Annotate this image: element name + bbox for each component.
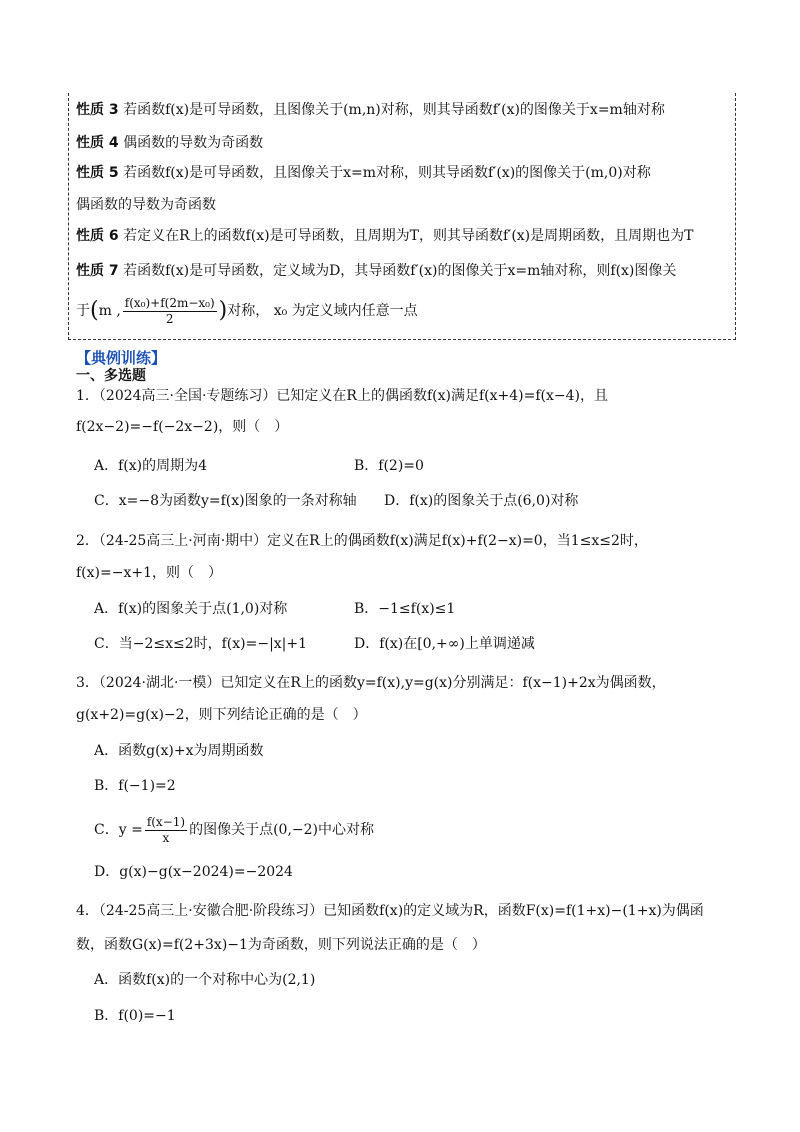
property-5-note <box>76 194 216 216</box>
fraction-denominator: x <box>162 830 170 845</box>
question-3-option-b: B．f(−1)=2 <box>94 778 176 794</box>
property-label: 性质 4 <box>76 135 119 151</box>
question-2-stem-cont: f(x)=−x+1，则（ ） <box>76 565 222 581</box>
text-fragment: C．y = <box>94 822 143 838</box>
property-label: 性质 6 <box>76 228 119 244</box>
text-fragment: 对称， <box>227 303 270 319</box>
property-text: 偶函数的导数为奇函数 <box>76 197 216 213</box>
property-4 <box>76 132 263 154</box>
property-label: 性质 7 <box>76 263 119 279</box>
question-1-option-d: D．f(x)的图象关于点(6,0)对称 <box>384 493 579 509</box>
fraction <box>123 296 217 327</box>
question-4-stem-cont: 数，函数G(x)=f(2+3x)−1为奇函数，则下列说法正确的是（ ） <box>76 937 486 953</box>
question-4-option-b: B．f(0)=−1 <box>94 1008 176 1024</box>
property-label: 性质 5 <box>76 165 119 181</box>
paren: ) <box>218 298 228 323</box>
question-2-option-c: C．当−2≤x≤2时，f(x)=−|x|+1 <box>94 636 308 652</box>
subsection-title: 一、多选题 <box>76 368 146 384</box>
question-2-stem: 2．（24-25高三上·河南·期中）定义在R上的偶函数f(x)满足f(x)+f(2−x)=0，当1≤x≤2时， <box>76 533 648 549</box>
question-1-option-b: B．f(2)=0 <box>354 458 424 474</box>
question-3-option-c <box>94 812 374 848</box>
question-4-stem: 4．（24-25高三上·安徽合肥·阶段练习）已知函数f(x)的定义域为R，函数F(x)=f(1+x)−(1+x)为偶函 <box>76 903 704 919</box>
fraction-numerator: f(x−1) <box>146 814 186 829</box>
property-7 <box>76 260 676 282</box>
question-3-stem: 3．（2024·湖北·一模）已知定义在R上的函数y=f(x),y=g(x)分别满足：f(x−1)+2x为偶函数， <box>76 675 666 691</box>
question-2-option-d: D．f(x)在[0,+∞)上单调递减 <box>354 636 535 652</box>
question-2-option-b: B．−1≤f(x)≤1 <box>354 601 456 617</box>
property-text: 若函数f(x)是可导函数，且图像关于x=m对称，则其导函数f′(x)的图像关于(m,0)对称 <box>123 165 651 181</box>
paren: ( <box>90 298 99 323</box>
question-1-option-a: A．f(x)的周期为4 <box>94 458 208 474</box>
question-3-option-d: D．g(x)−g(x−2024)=−2024 <box>94 864 293 880</box>
property-text: 若函数f(x)是可导函数，且图像关于(m,n)对称，则其导函数f′(x)的图像关于x=m轴对称 <box>123 102 665 118</box>
question-3-stem-cont: g(x+2)=g(x)−2，则下列结论正确的是（ ） <box>76 707 367 723</box>
section-title: 【典例训练】 <box>76 349 167 367</box>
property-6 <box>76 225 693 247</box>
property-5 <box>76 162 651 184</box>
property-3 <box>76 99 665 121</box>
question-1-stem-cont: f(2x−2)=−f(−2x−2)，则（ ） <box>76 419 289 435</box>
property-label: 性质 3 <box>76 102 119 118</box>
text-fragment: 于 <box>76 303 90 319</box>
fraction <box>145 815 187 846</box>
property-text: 若函数f(x)是可导函数，定义域为D，其导函数f′(x)的图像关于x=m轴对称，则f(x)图像关 <box>123 263 677 279</box>
text-fragment: m , <box>98 303 121 319</box>
text-fragment: 为定义域内任意一点 <box>291 303 418 319</box>
question-3-option-a: A．函数g(x)+x为周期函数 <box>94 743 264 759</box>
fraction-denominator: 2 <box>165 311 174 326</box>
property-text: 偶函数的导数为奇函数 <box>123 135 264 151</box>
fraction-numerator: f(x₀)+f(2m−x₀) <box>124 295 215 310</box>
question-4-option-a: A．函数f(x)的一个对称中心为(2,1) <box>94 972 316 988</box>
question-1-option-c: C．x=−8为函数y=f(x)图象的一条对称轴 <box>94 493 357 509</box>
property-text: 若定义在R上的函数f(x)是可导函数，且周期为T，则其导函数f′(x)是周期函数，且周期也为T <box>123 228 694 244</box>
question-2-option-a: A．f(x)的图象关于点(1,0)对称 <box>94 601 288 617</box>
property-7-continuation <box>76 294 418 328</box>
text-fragment: x₀ <box>273 303 288 319</box>
question-1-stem: 1．（2024高三·全国·专题练习）已知定义在R上的偶函数f(x)满足f(x+4)=f(x−4)，且 <box>76 388 608 404</box>
text-fragment: 的图像关于点(0,−2)中心对称 <box>189 822 374 838</box>
